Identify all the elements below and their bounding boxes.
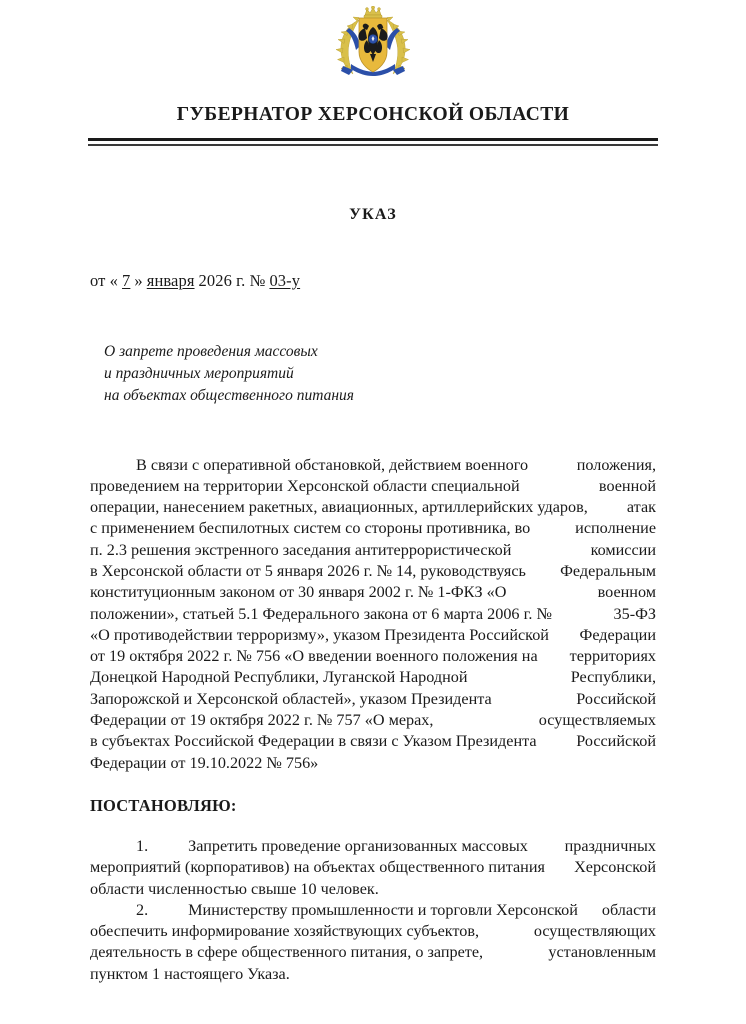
- preamble-line-text: положении», статьей 5.1 Федерального закона от 6 марта 2006 г. №: [90, 604, 552, 623]
- act-number: 03-у: [269, 270, 301, 290]
- resolution-items: [90, 836, 656, 985]
- preamble-line-tail: атак: [626, 498, 656, 517]
- preamble-line: [90, 582, 656, 603]
- item-line-text: мероприятий (корпоративов) на объектах общественного питания: [90, 858, 545, 877]
- item-line: [90, 836, 656, 857]
- preamble-line-text: Запорожской и Херсонской областей», указом Президента: [90, 689, 492, 708]
- item-line-text: деятельность в сфере общественного питания, о запрете,: [90, 943, 484, 962]
- preamble-line-tail: военной: [598, 476, 656, 495]
- date-quote-close: »: [134, 270, 143, 290]
- date-year: 2026 г.: [198, 270, 246, 290]
- item-last-line: области численностью свыше 10 человек.: [90, 879, 379, 898]
- preamble-line-tail: Федеральным: [560, 561, 656, 580]
- preamble-line-text: с применением беспилотных систем со стороны противника, во: [90, 519, 531, 538]
- preamble-line: [90, 646, 656, 667]
- preamble-line-tail: военном: [597, 583, 656, 602]
- preamble-line-tail: положения,: [576, 455, 656, 474]
- item-line-tail: Херсонской: [574, 858, 656, 877]
- preamble-text: [90, 455, 656, 774]
- preamble-line-text: Донецкой Народной Республики, Луганской Народной: [90, 668, 468, 687]
- preamble-line-text: конституционным законом от 30 января 2002 г. № 1-ФКЗ «О: [90, 583, 507, 602]
- page-title: ГУБЕРНАТОР ХЕРСОНСКОЙ ОБЛАСТИ: [176, 104, 570, 125]
- preamble-line-text: от 19 октября 2022 г. № 756 «О введении военного положения на: [90, 647, 538, 666]
- item-line-text: обеспечить информирование хозяйствующих субъектов,: [90, 922, 480, 941]
- item-line-tail: праздничных: [564, 836, 656, 855]
- preamble-line-text: «О противодействии терроризму», указом Президента Российской: [90, 625, 549, 644]
- coat-of-arms-icon: [329, 6, 417, 86]
- emblem-container: [90, 0, 656, 90]
- preamble-line: [90, 497, 656, 518]
- item-line: [90, 942, 656, 963]
- item-number: 1.: [136, 836, 149, 855]
- item-line-text: Запретить проведение организованных массовых: [188, 836, 528, 855]
- preamble-line: [90, 561, 656, 582]
- preamble-line-tail: осуществляемых: [538, 711, 656, 730]
- list-item: [90, 900, 656, 985]
- date-day: 7: [122, 270, 131, 290]
- resolution-heading: ПОСТАНОВЛЯЮ:: [90, 795, 237, 815]
- preamble-line: [90, 667, 656, 688]
- preamble-line-tail: Российской: [576, 689, 656, 708]
- preamble-line: [90, 518, 656, 539]
- item-line-tail: осуществляющих: [533, 922, 656, 941]
- header-divider: [88, 138, 658, 146]
- preamble-line-tail: Российской: [576, 732, 656, 751]
- date-prefix: от «: [90, 270, 119, 290]
- preamble-line: [90, 710, 656, 731]
- preamble-line-tail: комиссии: [590, 540, 656, 559]
- preamble-line: [90, 731, 656, 752]
- preamble-line: [90, 604, 656, 625]
- act-heading: УКАЗ: [349, 205, 397, 223]
- preamble-line-tail: территориях: [569, 647, 656, 666]
- item-line: [90, 900, 656, 921]
- preamble-line: [90, 625, 656, 646]
- preamble-line-tail: исполнение: [575, 519, 656, 538]
- document-subject: [104, 341, 656, 407]
- item-line-tail: установленным: [548, 943, 656, 962]
- preamble-line-text: Федерации от 19 октября 2022 г. № 757 «О мерах,: [90, 711, 434, 730]
- preamble-line-tail: Федерации: [579, 625, 656, 644]
- preamble-line-text: в субъектах Российской Федерации в связи с Указом Президента: [90, 732, 537, 751]
- subject-line: и праздничных мероприятий: [104, 364, 294, 382]
- preamble-line: [90, 476, 656, 497]
- preamble-last-line: Федерации от 19.10.2022 № 756»: [90, 753, 319, 772]
- item-line-tail: области: [601, 900, 656, 919]
- date-month: января: [146, 270, 195, 290]
- item-number: 2.: [136, 900, 149, 919]
- item-last-line: пунктом 1 настоящего Указа.: [90, 964, 290, 983]
- preamble-line: [90, 455, 656, 476]
- item-line: [90, 921, 656, 942]
- preamble-line: [90, 540, 656, 561]
- subject-line: О запрете проведения массовых: [104, 342, 318, 360]
- preamble-line-text: п. 2.3 решения экстренного заседания антитеррористической: [90, 540, 512, 559]
- preamble-line-text: в Херсонской области от 5 января 2026 г. № 14, руководствуясь: [90, 561, 526, 580]
- preamble-line-tail: 35-ФЗ: [613, 604, 656, 623]
- divider-thin: [88, 144, 658, 146]
- preamble-line-tail: Республики,: [570, 668, 656, 687]
- list-item: [90, 836, 656, 900]
- act-number-label: №: [249, 270, 266, 290]
- preamble-line: [90, 689, 656, 710]
- preamble-line-text: операции, нанесением ракетных, авиационных, артиллерийских ударов,: [90, 498, 588, 517]
- preamble-line-text: проведением на территории Херсонской области специальной: [90, 476, 520, 495]
- preamble-line-text: В связи с оперативной обстановкой, действием военного: [136, 455, 529, 474]
- act-date-line: [90, 271, 656, 291]
- item-line-text: Министерству промышленности и торговли Херсонской: [188, 900, 578, 919]
- item-line: [90, 857, 656, 878]
- subject-line: на объектах общественного питания: [104, 386, 354, 404]
